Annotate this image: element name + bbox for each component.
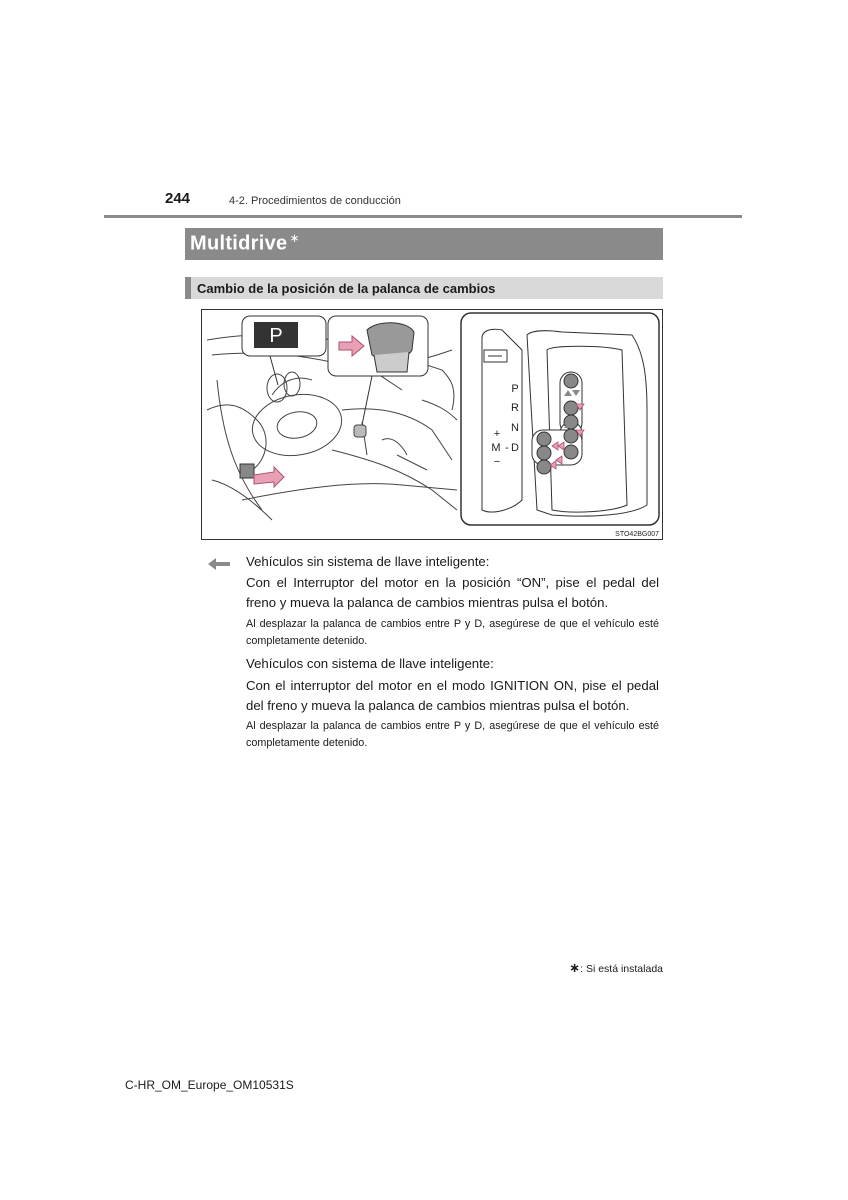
gate-label-r: R — [511, 402, 519, 414]
footnote — [520, 960, 663, 976]
header-rule — [104, 215, 742, 218]
footnote-text: : Si está instalada — [580, 963, 663, 975]
figure-code: STO42BG007 — [615, 531, 659, 538]
gate-label-n: N — [511, 422, 519, 434]
knob-callout — [328, 316, 428, 425]
manual-m-label: M — [491, 442, 501, 454]
shift-lever-illustration — [202, 310, 662, 539]
manual-minus-label: − — [493, 456, 501, 468]
shift-gate-panel — [461, 313, 659, 525]
paragraph-smart-key-heading: Vehículos con sistema de llave inteligente: — [246, 656, 494, 671]
paragraph-no-smart-key: Con el Interruptor del motor en la posición “ON”, pise el pedal del freno y mueva la palanca de cambios mientras pulsa el botón. — [246, 575, 659, 610]
title-marker: ∗ — [289, 231, 300, 245]
left-arrow-icon — [208, 557, 230, 569]
p-callout — [242, 316, 326, 385]
brake-pedal-highlight — [240, 464, 284, 487]
paragraph-smart-key: Con el interruptor del motor en el modo IGNITION ON, pise el pedal del freno y mueva la palanca de cambios mientras pulsa el botón. — [246, 678, 659, 713]
title-label: Multidrive — [190, 232, 288, 255]
gate-label-d: D — [511, 442, 519, 454]
manual-dash-label: - — [505, 442, 509, 454]
footnote-star: ∗ — [569, 960, 581, 975]
note-no-smart-key: Al desplazar la palanca de cambios entre P y D, asegúrese de que el vehículo esté completamente detenido. — [246, 618, 659, 647]
page-title — [190, 231, 300, 256]
p-indicator-label: P — [269, 325, 283, 347]
gate-label-p: P — [511, 383, 519, 395]
page-number: 244 — [165, 190, 191, 207]
subheading-accent — [185, 277, 191, 299]
manual-plus-label: + — [493, 428, 501, 440]
subheading: Cambio de la posición de la palanca de cambios — [197, 281, 496, 296]
note-smart-key: Al desplazar la palanca de cambios entre P y D, asegúrese de que el vehículo esté completamente detenido. — [246, 720, 659, 749]
shift-lever-figure — [201, 309, 663, 540]
footer-code: C-HR_OM_Europe_OM10531S — [125, 1078, 294, 1092]
paragraph-no-smart-key-heading: Vehículos sin sistema de llave inteligente: — [246, 554, 490, 569]
section-path: 4-2. Procedimientos de conducción — [229, 195, 401, 207]
